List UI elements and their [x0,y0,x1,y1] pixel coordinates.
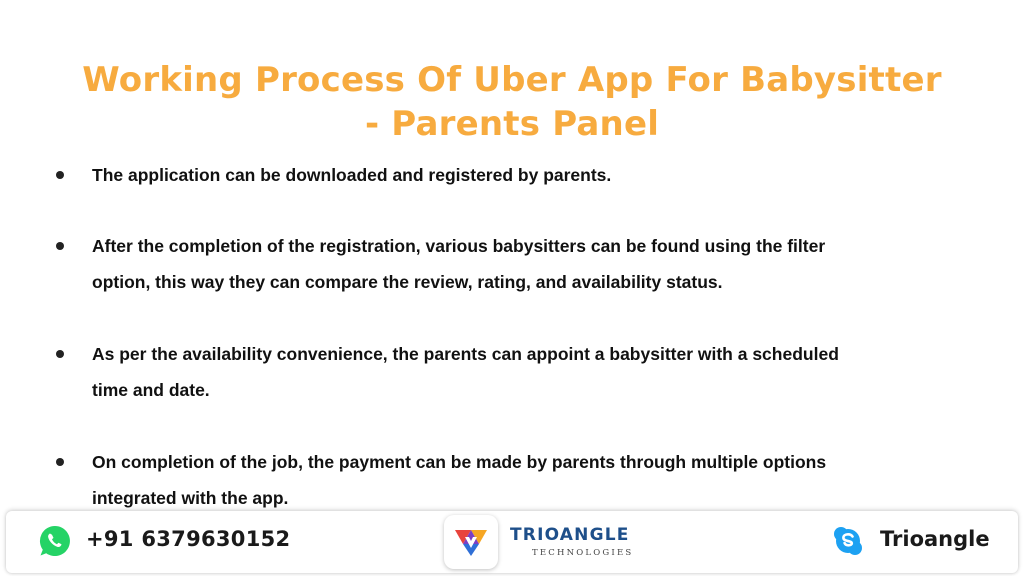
contact-footer [6,511,1018,573]
page-title-line-2: - Parents Panel [364,104,660,144]
bullet-text-line: After the completion of the registration, various babysitters can be found using the filter [92,236,826,256]
page-title [0,58,1024,146]
bullet-text-line: integrated with the app. [92,488,289,508]
bullet-text-line: The application can be downloaded and registered by parents. [92,165,612,185]
trioangle-logo [444,515,498,569]
bullet-text-line: As per the availability convenience, the parents can appoint a babysitter with a scheduled [92,344,839,364]
bullet-dot-icon [56,458,64,466]
bullet-dot-icon [56,242,64,250]
skype-icon [832,525,864,557]
skype-name[interactable]: Trioangle [880,527,990,551]
bullet-text-line: On completion of the job, the payment can be made by parents through multiple options [92,452,827,472]
trioangle-logo-icon [451,522,491,562]
bullet-dot-icon [56,350,64,358]
brand-subtitle: TECHNOLOGIES [532,548,634,558]
bullet-text-line: time and date. [92,380,210,400]
page-title-line-1: Working Process Of Uber App For Babysitter [82,60,942,100]
brand-name: TRIOANGLE [510,525,630,545]
bullet-dot-icon [56,171,64,179]
bullet-text-line: option, this way they can compare the review, rating, and availability status. [92,272,723,292]
phone-number[interactable]: +91 6379630152 [86,527,291,551]
whatsapp-icon [38,524,72,558]
